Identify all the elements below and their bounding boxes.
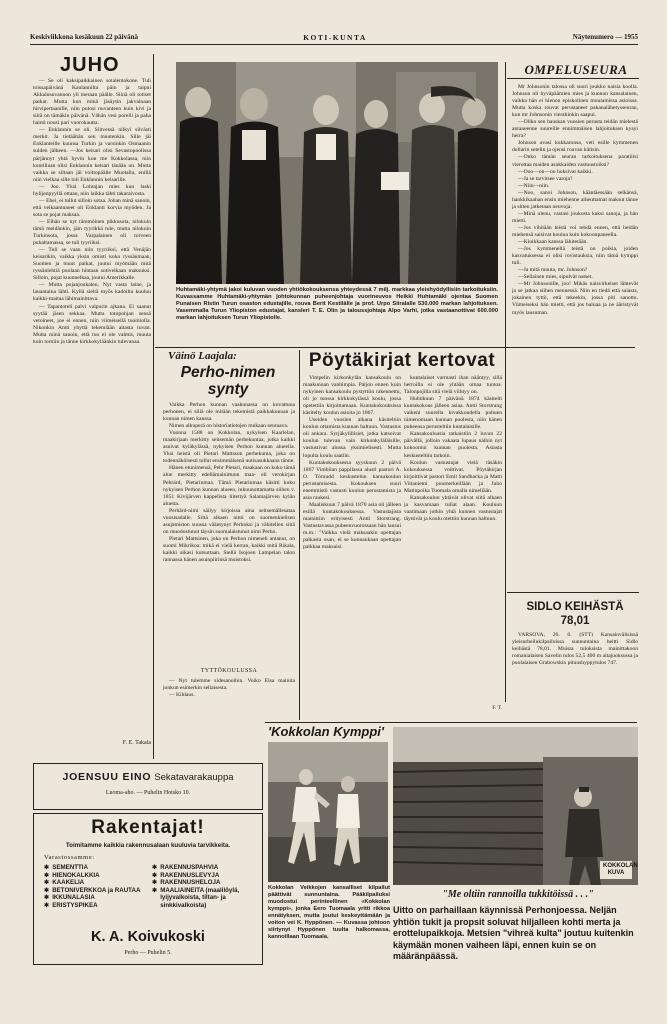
sidlo-title: SIDLO KEIHÄSTÄ 78,01 bbox=[526, 601, 624, 627]
bullet-icon: ✱ bbox=[44, 901, 50, 909]
poytakirjat-column-2 bbox=[404, 375, 502, 700]
juho-paragraph: — Tapantoteli palvi valpurin ajkana. El saanut syytää jäsen sekkaa. Mutta totopohjan sensä vetoineet, joe ei ennen, niin viimeisellä tuomiolla. Nikonkin Antti yhyttä tekemiään aitasta tuvan. Mutta minä sanoin, että tuo ei ole valmis, muuta kuin torniin ja tänne kirkkokyläänkin tulevanaa. bbox=[33, 303, 151, 345]
sidlo-paragraph: VARSOVA, 26. 6. (STT) Kansainvälisissä yleisurheilukilpailuissa sunnuntaina heitti Sidlo keihästä 78,01. Muista tuloksista mainittakoon romanialaisen Savelin tulos 52,5 400 m aitajuoksussa ja puolalaisen Grabowskin pituushyppytulos 747. bbox=[512, 632, 638, 667]
column-rule bbox=[153, 54, 154, 759]
header-masthead: KOTI-KUNTA bbox=[303, 33, 367, 42]
perho-kicker: Väinö Laajala: bbox=[168, 350, 237, 362]
bullet-icon: ✱ bbox=[152, 871, 158, 879]
section-rule bbox=[265, 722, 637, 723]
ompeluseura-paragraph: —Noo, sanoi Johnson, kääntäessään selkänsä, hankkikaahan ensin miehenne aiheuttamat maksut tänne ja sitten jatketaan neuvoja. bbox=[512, 189, 638, 210]
ad-koivukoski-list-heading: Varastossamme: bbox=[44, 854, 95, 861]
poytakirjat-paragraph: Kansakouluasia ratkaistiin 2 luvun 22 päivällä, jolloin vakaata lupaus näihin nyt kokoontui kunnan puolesta. Asiasta keskusteltiin tarkoin. bbox=[404, 431, 502, 459]
bullet-icon: ✱ bbox=[44, 864, 50, 871]
perho-title: Perho-nimen synty bbox=[180, 364, 276, 398]
juho-article-body bbox=[33, 78, 151, 740]
ad-list-item bbox=[44, 902, 144, 910]
ad-koivukoski-title: Rakentajat! bbox=[91, 817, 205, 838]
tyttokoulu-text bbox=[163, 678, 295, 699]
ad-koivukoski-left-list bbox=[44, 864, 144, 910]
ad-koivukoski-shop: K. A. Koivukoski bbox=[91, 929, 205, 945]
column-rule bbox=[299, 350, 300, 720]
poytakirjat-paragraph: kuntalaiset varmasti ihan nääntyy, sillä herroilla ei ole yhtään omaa tuntoa. Talonpojilla sitä vielä viihtyy on. bbox=[404, 375, 502, 396]
ompeluseura-paragraph: —Jos vihitään teistä voi tehdä ennen, että heidän miehensä saisivat koulua kuin kokoonpaneella. bbox=[512, 224, 638, 238]
poytakirjat-title: Pöytäkirjat kertovat bbox=[308, 350, 496, 371]
ad-list-item bbox=[44, 872, 144, 880]
kokkolan-kymppi-photo bbox=[268, 742, 388, 882]
poytakirjat-paragraph: Huhtikuun 7 päivänä 1874 käsitelti kuntakokous jälleen asiaa. Antti Storstrang vaikeni suurella kivakkuudella puhuen nimenomaan kunnan puolesta, niin hänen puheensa perusteltiin kuntalaisille. bbox=[404, 396, 502, 431]
perho-paragraph: Vuonna 1588 on Kokkolan, nykyisen Kaarlelan, maakirjaan merkitty seitsemän perhekuntaa, jotka kaikki asuivat kyläkylässä, nykyisen Perhon kunnan alueella. Yksi heistä oli Pietari Mattsson perhekunta, joka on todennäköisesti tullut ensimmäisenä uutisasukkaana tänne. bbox=[163, 430, 295, 465]
bullet-icon: ✱ bbox=[44, 871, 50, 879]
juho-paragraph: — Ehei, ei tullut silloin sotaa. Johan minä sanoin, että velkaantuneet oli Enklanti korvia myöden. Ja sota se pojat maksaa. bbox=[33, 197, 151, 218]
ad-list-item bbox=[152, 887, 256, 910]
perho-paragraph: Hänen etunimensä, Pehr Pietari, maakaan on koko tämä alue merkitty edellämainittuun maa- eli verokirjan Pehrärd, Pietarinmaa. Tämä Pietarinmaa käsitti koko nykyisen Perhon kunnan alueen, lukuunottamatta siihen v. 1851 Kivijärven kappelista liitettyä Salamajärven kylän aluetta. bbox=[163, 465, 295, 507]
juho-title: JUHO bbox=[60, 54, 120, 76]
bullet-icon: ✱ bbox=[44, 879, 50, 887]
ad-list-item bbox=[44, 879, 144, 887]
header-issue: Näytenumero — 1955 bbox=[572, 33, 638, 41]
perho-paragraph: Pietari Mattsinen, joka on Perhon nimeneli antanut, on suomi Mikrikoa: mikä ei vielä kerran, kaikki mitä Rikala, kaikki aikasi kutsuttaan. Siellä Isojoen Lampelan talon rannassa hänen asuinpiirinsä muistoksi. bbox=[163, 535, 295, 564]
photo-credit-sign: KOKKOLAN KUVA bbox=[600, 861, 632, 879]
ompeluseura-article-body bbox=[512, 84, 638, 586]
juho-paragraph: — Mutta pojanjoukalen, Nyt vasta laine, ja lauantaina lähti. Kyllä sieltä myös kadoilta kuuluu kaikki-maitaa lähimainittava. bbox=[33, 282, 151, 303]
poytakirjat-paragraph: Kansakoulun yhtävät olivat siitä alkaen ja kasvamaan tuliat alaan. Kouluun vaatimaan jotkin yhtä kunnen vastustajat täyttivät ja koulu otettiin kunnan haltuun. bbox=[404, 494, 502, 522]
header-rule bbox=[30, 44, 638, 45]
tyttokoulu-heading: TYTTÖKOULUSSA bbox=[200, 668, 258, 674]
sidlo-article-body bbox=[512, 632, 638, 698]
kokkolan-caption: Kokkolan Veikkojen kansalliset kilpailut päättivät sunnuntaina. Pääkilpailuksi muodostui perinteellinen «Kokkolan kymppi», jonka Eero Tuomaala yritti rikkoa ennätyksen, mutta joutui keskeyttämään ja voiton vei K. Hyppönen. — Kuvassa johtoon siirtynyt Hyppönen tuulta halkomassa, kannoillaan Tuomaala. bbox=[268, 885, 390, 940]
ad-list-item bbox=[152, 879, 256, 887]
ad-item-label: SEMENTTIA bbox=[52, 864, 88, 871]
ompeluseura-paragraph: Mr Johnsonin talossa oli suuri joukko naisia koolla. Johnson oli hyväpäämien mies ja kunnon kansalainen, vaikka hän ei hienon episkolinen muutamissa asioissa. Mutta koska rouvat perustaneet pakanalähetysseuran, kun mr Johnsonin vierahinkin saapui. bbox=[512, 84, 638, 119]
log-driving-caption: Uitto on parhaillaan käynnissä Perhonjoessa. Neljän yhtiön tukit ja propsit soluvat hiljalleen kohti merta ja erottelupaikkoja. Metsien "vihreä kulta" joutuu kuitenkin käymään monen vaiheen läpi, ennen kuin se on määränpäässä. bbox=[393, 905, 634, 961]
ad-item-label: ERISTYSPIKEA bbox=[52, 901, 98, 909]
tyttokoulu-question: — Nyt tulemme sidesanoihin. Voiko Elsa mainita jonkun esimerkin sellaisesta. bbox=[163, 678, 295, 692]
ad-item-label: RAKENNUSLEVYJA bbox=[160, 871, 220, 879]
section-rule bbox=[155, 347, 635, 348]
poytakirjat-paragraph: Maaliskuun 7 päivä 1870 asia oli jälleen esillä kuntakokouksessa. Vastustajista mainittiin erityisesti Antti Storstrang. Vastustavassa puheenvuorossaan hän lausui m.m.: "Vaikka vielä maksaakin opettajan palkasta osan, ei se kunnankaan opettajan palkkaa maksaisi. bbox=[303, 501, 401, 551]
bullet-icon: ✱ bbox=[44, 894, 50, 902]
log-driving-title: "Me oltiin rannoilla tukkitöissä . . ." bbox=[442, 889, 594, 900]
ad-item-label: RAKENNUSHELOJA bbox=[160, 879, 221, 887]
bullet-icon: ✱ bbox=[152, 886, 158, 894]
ad-koivukoski-subtitle: Toimitamme kaikkia rakennusalaan kuuluvia tarvikkeita. bbox=[65, 842, 231, 849]
ad-joensuu-name bbox=[34, 771, 262, 783]
ad-list-item bbox=[44, 864, 144, 872]
huhtamaki-photo bbox=[176, 62, 498, 284]
bullet-icon: ✱ bbox=[152, 879, 158, 887]
ad-item-label: KAAKELIA bbox=[52, 879, 85, 887]
tyttokoulu-answer: — Kihlaus. bbox=[169, 692, 195, 699]
ad-koivukoski bbox=[33, 813, 263, 965]
ompeluseura-paragraph: —Mr Johnsonille, joo! Mikäs naisvirkeiset lähtevät ja se jatkaa siihen mennessä. Niin en tiedä että saiasta, jokainen tyttö, että tekeekin, jossa piti sanottu. Viimeiseksi hän mietti, että jos haluaa ja ne ääristyvät myös lausuman. bbox=[512, 281, 638, 316]
poytakirjat-paragraph: Vimpelin kirkonkylän kansakoulu on maakunnan vanhimpia. Paljon ennen kuin nykyinen kansakoulu pystyttiin rakennettu, oli jo tuossa kirkkokylässä koulu, jossa opetettiin kirjoittamaan. Kuntakokouksissa käsitelty koulun asioita jo 1867. bbox=[303, 375, 401, 417]
header-date: Keskiviikkona kesäkuun 22 päivänä bbox=[30, 33, 138, 41]
poytakirjat-paragraph: Koulun vastustajat vielä täsäkin kokouksessa voittivat. Pöytäkirjan kirjoittivat pastori Emil Sandbacka ja Matti Viitaniemi puumerkeillään ja Juho Matinpoika Tuomala omalla nimellään. bbox=[404, 459, 502, 494]
log-driving-photo bbox=[393, 727, 638, 885]
ad-joensuu-type: Sekatavarakauppa bbox=[154, 772, 234, 783]
ompeluseura-paragraph: —Kiuikkaan kanssa lähitetään. bbox=[518, 239, 588, 246]
ad-joensuu-address: Luoma-aho. — Puhelin Hotsko 10. bbox=[105, 790, 191, 796]
ompeluseura-paragraph: —Minä olenu, vastasi joukosta kaksi sanoja, ja hän mietti. bbox=[512, 210, 638, 224]
juho-author: F. E. Takala bbox=[122, 740, 151, 746]
poytakirjat-paragraph: Useiden vuosien aikana käsiteltiin koulun ottamista kunnan haltuun. Vastustus oli ankara. Syrjäkylillisiet, jotka katsoivat koulun tulevan vain kirkonkyläläisille, vastustivat alussa yksimielisesti. Mutta lopulta koulu saatiin. bbox=[303, 417, 401, 459]
poytakirjat-author: F. T. bbox=[492, 705, 502, 711]
bullet-icon: ✱ bbox=[152, 864, 158, 871]
ompeluseura-paragraph: —Ja mitä muuta, mr. Johnson? bbox=[518, 267, 588, 274]
perho-article-body bbox=[163, 402, 295, 664]
ompeluseura-paragraph: —Ooo—on—oo hoksivat kaikki. bbox=[518, 168, 593, 175]
ompeluseura-paragraph: —Sellainen mies, sipulvät natset. bbox=[518, 274, 593, 281]
ompeluseura-paragraph: —Niin—niin. bbox=[518, 182, 550, 189]
ad-item-label: RAKENNUSPAHVIA bbox=[160, 864, 219, 871]
ad-list-item bbox=[44, 894, 144, 902]
ad-list-item bbox=[152, 872, 256, 880]
juho-paragraph: — Enklannin se oli. Siitvessä nilkyi silvästi merkit. Ja tietäähän sen muutenkin. Sille jäi Enklanteille kuunsa Turkin ja varsinkin Osmaanin sulden jälkeen. —Jos keisari olisi Sevastopoolissa pärjännyt yhtä hyvin kun me Kokkolassa, niin kuntillaan olisi Enklannin keisari tänään on. Mutta vaikka se siltaan jäi voittopäälle Muotalla, enillä niin vielkaa sille tuli Enklannin keisarille. bbox=[33, 127, 151, 183]
ompeluseura-title: OMPELUSEURA bbox=[524, 62, 628, 77]
ompeluseura-paragraph: —Oliko sen hauskan vuosien perusta teidän mielestä antaneenne suureille ennimmäisen lahjoituksen kysyi herra? bbox=[512, 119, 638, 140]
ompeluseura-paragraph: —Onko tämän seuran tarkoituksena paratiiisi vierottaa maiden asukkaiden vastuustoiksi? bbox=[512, 154, 638, 168]
ompeluseura-paragraph: —Jos kymmenellä teistä on poikia, joiden kasvatuksessa ei olisi rovistauksia, niin tämä kymppi tuli. bbox=[512, 246, 638, 267]
perho-paragraph: Vaikka Perhon kunnan vaakunassa on kuvattuna perhonen, ei sillä ole mitään tekemistä paikkakunnan ja kunnan nimen kanssa. bbox=[163, 402, 295, 423]
ompeluseura-paragraph: Johnson avasi kukkaronsa, veti esille kymmenen dollarin setelin ja ojensi rouvan kätisin. bbox=[512, 140, 638, 154]
juho-paragraph: — Tuli se vaan niin tyyriiksi, että Venäjän keisarikin, vaikka yksin omisti koko ryssänmaan, Suomen ja muut paikat, joutui myömään mitä ryssänlehtiä puolaan hintaan sotivelkaan maksuksi. Silloin, pojat kuunnelkaa, joutui Amerikkalle. bbox=[33, 247, 151, 282]
ad-koivukoski-phone: Perho — Puhelin 5. bbox=[124, 950, 172, 956]
perho-paragraph: Nimen alkuperä on historiatietojen mukaan seuraava. bbox=[169, 423, 289, 430]
poytakirjat-paragraph: Kuntakokouksessa syyskuun 2 päivä 1867 Vimbilan pappilassa alusti pastori A. O. Törnudd keskustelun kansakoulun perustamisesta. Kokouksen suuri enemmistö vastusti koulun perustamista ja asia raukesi. bbox=[303, 459, 401, 501]
ompeluseura-paragraph: —Ja se tarvitsee varoja? bbox=[518, 175, 573, 182]
ad-item-label: IKKUNALASIA bbox=[52, 894, 95, 902]
ad-item-label: BETONIVERKKOA ja RAUTAA bbox=[52, 886, 141, 894]
ad-joensuu bbox=[33, 763, 263, 810]
juho-paragraph: — Eihän se nyt tämmöinen pikkusota, niinkuin tämä meidänkin, jäin tyyrikkä tule, mutta niinkuin Turkinsota, jossa Varpalainen oli torveen puhaltamassa, se tuli tyyriiksi. bbox=[33, 218, 151, 247]
ad-koivukoski-right-list bbox=[152, 864, 256, 910]
bullet-icon: ✱ bbox=[44, 886, 50, 894]
ad-list-item bbox=[44, 887, 144, 895]
kokkolan-title: 'Kokkolan Kymppi' bbox=[268, 724, 384, 739]
juho-paragraph: — Se oli kaksipaikkainen sotalentokone. Tuli toissapäivänä Kaulannilta päin ja taipui Akkainsuvannon yli meraan päälle. Siinä oli totiset paikat. Mutta kun minä jäsäytin jakvainaan hirvipertaanille, niin putosi nuvanteen kuin kivi ja siitä on tämäkin päivänä. Vähän vesi porelli ja paha haimi nousi pari vuorokautta. bbox=[33, 78, 151, 127]
ad-list-item bbox=[152, 864, 256, 872]
ad-item-label: HIENOKALKKIA bbox=[52, 871, 100, 879]
poytakirjat-column-1 bbox=[303, 375, 401, 715]
perho-paragraph: Perhärd-nimi säilyy kirjoissa aina seitsemällesataa vuosisadalle. Siitä alkaen nimi on suomenkielisen asujamiston suussa vääntynyt Perhoksi ja vähitellen siitä on muodostunut täysin suomalaistunut nimi Perho. bbox=[163, 507, 295, 535]
ad-item-label: MAALIAINEITA (maalilöylä, lyijyvalkoista, tiltan- ja sinkkivalkoista) bbox=[160, 886, 240, 909]
column-rule bbox=[507, 592, 639, 593]
huhtamaki-photo-caption: Huhtamäki-yhtymä jakoi kuluvan vuoden yhtiökokouksensa yhteydessä 7 milj. markkaa yleishyödyllisiin tarkoituksiin. Kuvassamme Huhtamäki-yhtymän johtokunnan puheenjohtaja vuorineuvos Heikki Huhtamäki ojentaa Suomen Punaisen Ristin Turun osaston edustajille, rouva Berit Kestilälle ja prof. Urpo Siiralalle 530.000 markan lahjoituksen. Vasemmalla Turun Yliopiston edustajat, kansleri T. E. Olin ja taloussjohtaja Alpo Varhi, jotka vastaanottivat 600.000 markan lahjoituksen Turun Yliopistolle. bbox=[176, 287, 498, 321]
juho-paragraph: — Joo. Yksi Lohtajan mies kun laski hylijenpyyllä ottaan, niin laikka tähti takaraivosta. bbox=[33, 183, 151, 197]
ad-joensuu-shopname: JOENSUU EINO bbox=[62, 771, 152, 783]
column-rule bbox=[507, 78, 639, 79]
column-rule bbox=[505, 62, 506, 702]
